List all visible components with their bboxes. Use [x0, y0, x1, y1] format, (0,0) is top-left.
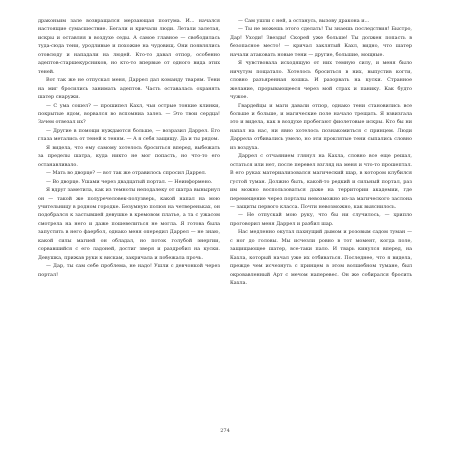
paragraph: — Ты не можешь этого сделать! Ты знаешь последствия! Быстро, Дар! Уходи! Звезды! Скорей уже больше! Ты должен попасть в безопасное место! — кричал заклятый Кахл, видно, что шатер начали атаковать новые тени — другие, большие, мощные.	[230, 26, 412, 58]
paragraph: — Сам ушли с ней, а останусь, вызову дракона и...	[238, 18, 370, 24]
paragraph: Даррел с отчаянием глянул на Кахла, словно все еще решал, остаться или нет, после перевел взгляд на меня и что-то прошептал. В его руках материализовался магический шар, в котором клубился густой туман. Должно быть, какой-то редкий и сильный портал, раз им можно воспользоваться даже на территории академии, где перемещение через порталы невозможно из-за магического заслона — защиты первого класса. Почти невозможно, как выяснилось.	[230, 153, 412, 210]
paragraph: — Другие в помощи нуждаются больше, — возразил Даррел. Его глаза метались от теней к теням. — А я себя защищу. Да и ты рядом.	[38, 127, 220, 143]
paragraph: — Мать во дворце? — вот так же отравилось спросил Даррел.	[46, 170, 207, 177]
page-number: 274	[220, 428, 230, 434]
paragraph: Я видела, что ему самому хотелось броситься вперед, выбежать за пределы шатра, куда никто не мог попасть, но что-то его останавливало.	[38, 144, 220, 168]
paragraph: Вот так же не отпускал меня, Даррел дал команду тварям. Тени на миг бросились занимать адептов. Часть оставалась охранять шатер снаружи.	[38, 77, 220, 101]
paragraph: — Дар, ты сам себе проблема, не надо! Ушли с девчонкой через портал!	[38, 263, 220, 278]
text-column-left	[38, 17, 220, 415]
paragraph: Гвардейцы и маги давали отпор, однако тени становились все больше и больше, и магические поле начало трещать. Я взвизгала это и видела, как в воздухе пробегают фиолетовые искры. Кто бы ни напал на нас, ни явно хотелось познакомиться с принцем. Люди Даррела отбивались умело, но эти проклятые тени сыпались словно из воздуха.	[230, 102, 412, 151]
paragraph: Я чувствовала исходящую от них темную силу, и меня было ничутум пощатало. Хотелось броситься в них, выпустив когти, словно разъяренная кошка. И разорвать на куски. Странное желание, прорывающееся через мой страх и панику. Как будто чужое.	[230, 60, 412, 101]
paragraph: Нас медленно окутал пахнущий дымом и розовым садом туман — с ног до головы. Мы исчезли ровно в тот момент, когда поле, защищающее шатер, все-таки пало. И тварь кинулся вперед, на Кахла, который начал уже их отбиваться. Последнее, что я видела, прежде чем исчезнуть с принцем в этом волшебном тумане, был окровавленный Арт с мечом наперевес. Он же собирался бросить Кахла.	[230, 229, 412, 287]
paragraph: — С ума сошел? — прошипел Кахл, чьи острые тонкие клинки, покрытые ядом, ворвался во вспомниа залез. — Это твои сердца! Зачем отвезал их?	[38, 102, 220, 126]
text-column-right	[230, 17, 412, 415]
paragraph: Я вдруг заметила, как из темноты неподалеку от шатра вынырнул он — такой же полуречеловек-полузверь, какой напал на мою учительницу в родном городке. Безумную полюя на четвереньках, он подобрался к застывшей девушке в кремовом платье, а та с ужасом смотрела на него и даже пошевелиться не могла. Я готова была запустить в него фаербол, однако меня опередил Даррел — не знаю, какой силы магией он обладал, но поток голубой энергии, сорвавшийся с его ладоней, достиг зверя и раздробил на куски. Девушка, прижав руки к вискам, закричала и побежала прочь.	[38, 187, 220, 261]
paragraph: — Не отпускай мою руку, что бы ни случилось, — хрипло проговорил меня Даррел и разбил шар.	[230, 212, 412, 227]
paragraph: драконьим зале возвращался мерзающая поэтума. И... начался настоящие сумасшествие. Бегали и кричали люди. Летали залетая, искры и оставляя в воздухе седы. А самое главное — свободилась туда-сюда тени, уродливые и похожие на чудовищ. Они появлялись отовсюду и нападали на людей. Кто-то давал отпор, особенно адептов-старшекурсников, но кто-то впервые от одного вида этих теней.	[38, 18, 220, 75]
paragraph: — Во дворце. Ушами через двадцатый портал. — Неинформено.	[46, 178, 213, 185]
